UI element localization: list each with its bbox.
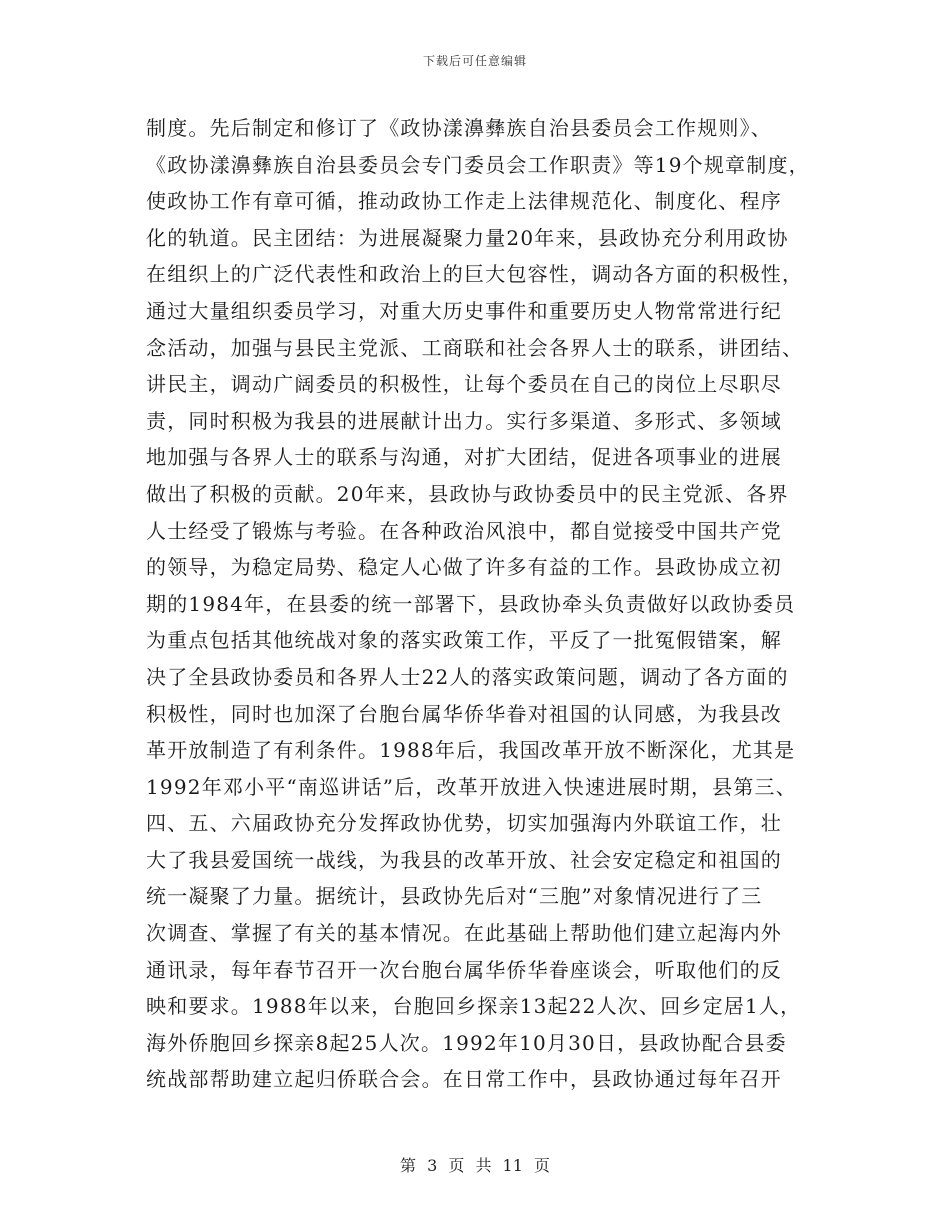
page-header: 下载后可任意编辑 (422, 54, 527, 68)
text-line: 大了我县爱国统一战线，为我县的改革开放、社会安定稳定和祖国的 (146, 847, 782, 872)
text-line: 为重点包括其他统战对象的落实政策工作，平反了一批冤假错案，解 (146, 628, 782, 653)
text-line: 念活动，加强与县民主党派、工商联和社会各界人士的联系，讲团结、 (146, 335, 804, 360)
text-line: 革开放制造了有利条件。1988年后，我国改革开放不断深化，尤其是 (146, 738, 796, 763)
body-text (146, 110, 811, 1098)
text-line: 化的轨道。民主团结：为进展凝聚力量20年来，县政协充分利用政协 (146, 225, 789, 250)
text-line: 的领导，为稳定局势、稳定人心做了许多有益的工作。县政协成立初 (146, 555, 782, 580)
text-line: 责，同时积极为我县的进展献计出力。实行多渠道、多形式、多领域 (146, 408, 782, 433)
text-line: 映和要求。1988年以来，台胞回乡探亲13起22人次、回乡定居1人， (146, 994, 802, 1019)
text-line: 1992年邓小平“南巡讲话”后，改革开放进入快速进展时期，县第三、 (146, 774, 797, 799)
text-line: 地加强与各界人士的联系与沟通，对扩大团结，促进各项事业的进展 (146, 445, 782, 470)
text-line: 统战部帮助建立起归侨联合会。在日常工作中，县政协通过每年召开 (146, 1067, 782, 1092)
page-footer: 第 3 页 共 11 页 (400, 1156, 550, 1175)
text-line: 在组织上的广泛代表性和政治上的巨大包容性，调动各方面的积极性， (146, 262, 804, 287)
text-line: 使政协工作有章可循，推动政协工作走上法律规范化、制度化、程序 (146, 189, 782, 214)
text-line: 制度。先后制定和修订了《政协漾濞彝族自治县委员会工作规则》、 (146, 116, 772, 140)
text-line: 积极性，同时也加深了台胞台属华侨华眷对祖国的认同感，为我县改 (146, 701, 782, 726)
text-line: 《政协漾濞彝族自治县委员会专门委员会工作职责》等19个规章制度， (146, 152, 810, 177)
text-line: 通过大量组织委员学习，对重大历史事件和重要历史人物常常进行纪 (146, 298, 782, 323)
text-line: 海外侨胞回乡探亲8起25人次。1992年10月30日，县政协配合县委 (146, 1030, 787, 1055)
text-line: 期的1984年，在县委的统一部署下，县政协牵头负责做好以政协委员 (146, 591, 796, 616)
text-line: 次调查、掌握了有关的基本情况。在此基础上帮助他们建立起海内外 (146, 921, 782, 946)
text-line: 统一凝聚了力量。据统计，县政协先后对“三胞”对象情况进行了三 (146, 884, 763, 909)
text-line: 通讯录，每年春节召开一次台胞台属华侨华眷座谈会，听取他们的反 (146, 957, 782, 982)
text-line: 做出了积极的贡献。20年来，县政协与政协委员中的民主党派、各界 (146, 481, 789, 506)
text-line: 决了全县政协委员和各界人士22人的落实政策问题，调动了各方面的 (146, 664, 789, 689)
text-line: 讲民主，调动广阔委员的积极性，让每个委员在自己的岗位上尽职尽 (146, 372, 782, 397)
text-line: 人士经受了锻炼与考验。在各种政治风浪中，都自觉接受中国共产党 (146, 518, 782, 543)
text-line: 四、五、六届政协充分发挥政协优势，切实加强海内外联谊工作，壮 (146, 811, 782, 836)
